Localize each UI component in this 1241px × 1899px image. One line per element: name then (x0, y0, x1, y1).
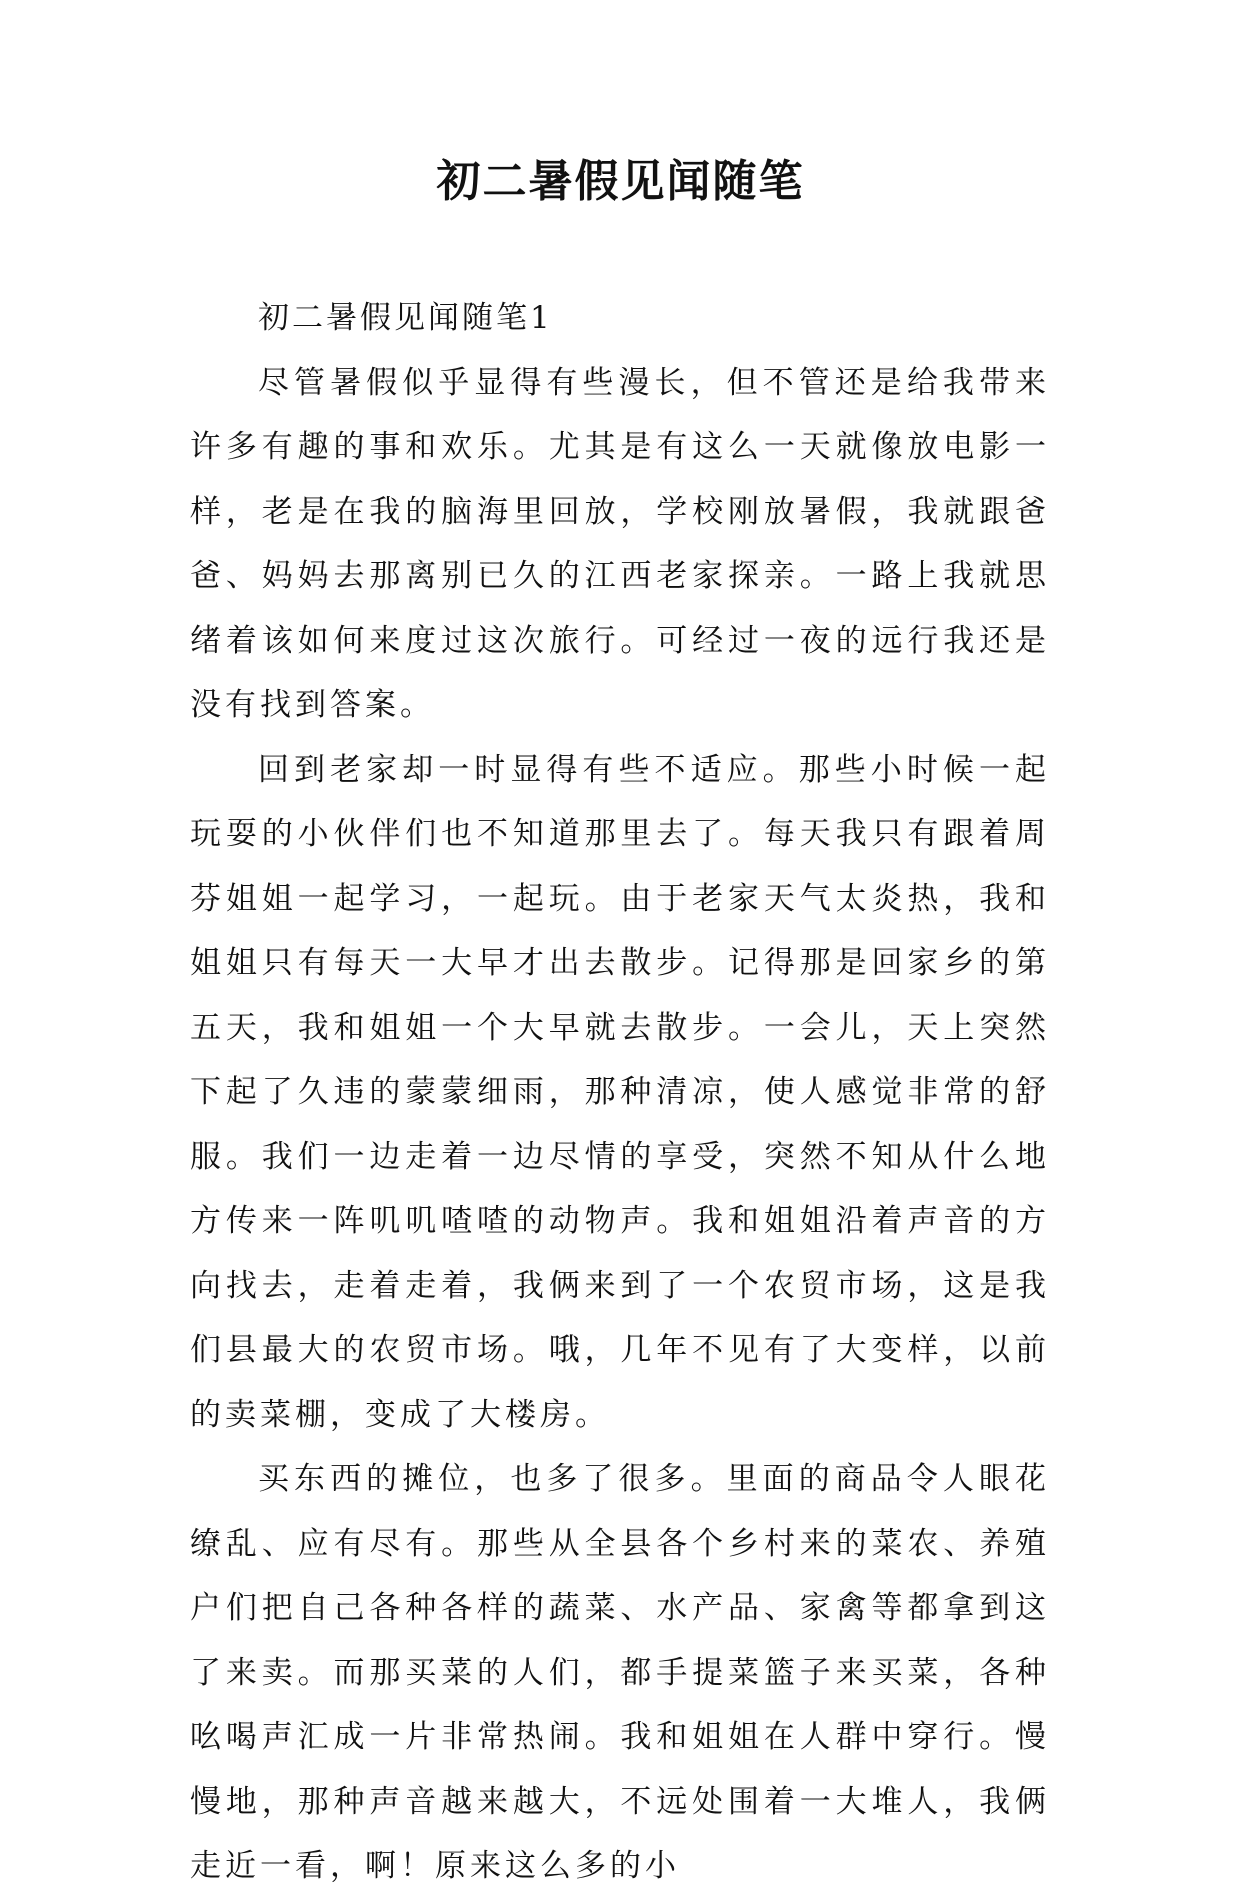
paragraph-2: 回到老家却一时显得有些不适应。那些小时候一起玩耍的小伙伴们也不知道那里去了。每天我只有跟着周芬姐姐一起学习，一起玩。由于老家天气太炎热，我和姐姐只有每天一大早才出去散步。记得那是回家乡的第五天，我和姐姐一个大早就去散步。一会儿，天上突然下起了久违的蒙蒙细雨，那种清凉，使人感觉非常的舒服。我们一边走着一边尽情的享受，突然不知从什么地方传来一阵叽叽喳喳的动物声。我和姐姐沿着声音的方向找去，走着走着，我俩来到了一个农贸市场，这是我们县最大的农贸市场。哦，几年不见有了大变样，以前的卖菜棚，变成了大楼房。 (190, 751, 1050, 1433)
document-title: 初二暑假见闻随笔 (436, 156, 805, 207)
paragraph-3: 买东西的摊位，也多了很多。里面的商品令人眼花缭乱、应有尽有。那些从全县各个乡村来的菜农、养殖户们把自己各种各样的蔬菜、水产品、家禽等都拿到这了来卖。而那买菜的人们，都手提菜篮子来买菜，各种吆喝声汇成一片非常热闹。我和姐姐在人群中穿行。慢慢地，那种声音越来越大，不远处围着一大堆人，我俩走近一看，啊！原来这么多的小 (190, 1461, 1050, 1884)
paragraph-1: 尽管暑假似乎显得有些漫长，但不管还是给我带来许多有趣的事和欢乐。尤其是有这么一天就像放电影一样，老是在我的脑海里回放，学校刚放暑假，我就跟爸爸、妈妈去那离别已久的江西老家探亲。一路上我就思绪着该如何来度过这次旅行。可经过一夜的远行我还是没有找到答案。 (190, 364, 1050, 723)
document-body (190, 286, 1050, 1899)
section-heading: 初二暑假见闻随笔1 (258, 300, 553, 336)
